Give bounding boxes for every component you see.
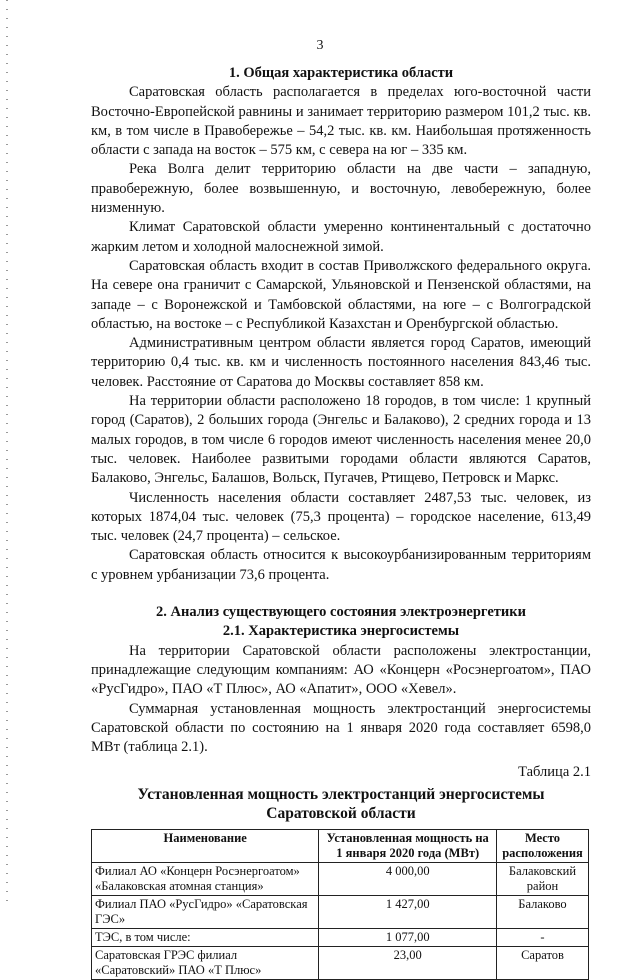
table-row bbox=[92, 928, 589, 946]
paragraph: Саратовская область относится к высокоурбанизированным территориям с уровнем урбанизации 73,6 процента. bbox=[91, 547, 591, 583]
paragraph: Численность населения области составляет 2487,53 тыс. человек, из которых 1874,04 тыс. человек (75,3 процента) – городское население, 613,49 тыс. человек (24,7 процента) – сельское. bbox=[91, 489, 591, 545]
cell-location: - bbox=[497, 928, 589, 946]
cell-capacity: 1 427,00 bbox=[319, 895, 497, 928]
section-2-heading: 2. Анализ существующего состояния электроэнергетики bbox=[156, 604, 526, 621]
cell-capacity: 23,00 bbox=[319, 946, 497, 979]
table-row bbox=[92, 895, 589, 928]
column-header-capacity: Установленная мощность на 1 января 2020 года (МВт) bbox=[319, 829, 497, 862]
column-header-name: Наименование bbox=[92, 829, 319, 862]
paragraph: Саратовская область входит в состав Приволжского федерального округа. На севере она граничит с Самарской, Ульяновской и Пензенской областями, на западе – с Воронежской и Тамбовской областями, на юге – с Волгоградской областью, на востоке – с Республикой Казахстан и Оренбургской областью. bbox=[91, 257, 591, 332]
page-number: 3 bbox=[316, 38, 324, 53]
table-row bbox=[92, 862, 589, 895]
cell-capacity: 4 000,00 bbox=[319, 862, 497, 895]
paragraph: Саратовская область располагается в пределах юго-восточной части Восточно-Европейской равнины и занимает территорию размером 101,2 тыс. кв. км, в том числе в Правобережье – 54,2 тыс. кв. км. Наибольшая протяженность области с запада на восток – 575 км, с севера на юг – 335 км. bbox=[91, 84, 591, 159]
table-header-row bbox=[92, 829, 589, 862]
cell-name: Саратовская ГРЭС филиал «Саратовский» ПАО «Т Плюс» bbox=[92, 946, 319, 979]
cell-name: ТЭС, в том числе: bbox=[92, 928, 319, 946]
section-2-1-subheading: 2.1. Характеристика энергосистемы bbox=[222, 623, 460, 640]
table-label: Таблица 2.1 bbox=[518, 764, 591, 781]
cell-capacity: 1 077,00 bbox=[319, 928, 497, 946]
table-row bbox=[92, 946, 589, 979]
table-title bbox=[91, 785, 591, 823]
cell-location: Балаково bbox=[497, 895, 589, 928]
paragraph: Климат Саратовской области умеренно континентальный с достаточно жарким летом и холодной малоснежной зимой. bbox=[91, 219, 591, 255]
cell-location: Саратов bbox=[497, 946, 589, 979]
paragraph: На территории Саратовской области расположены электростанции, принадлежащие следующим компаниям: АО «Концерн «Росэнергоатом», ПАО «РусГидро», ПАО «Т Плюс», АО «Апатит», ООО «Хевел». bbox=[91, 642, 591, 698]
paragraph: Река Волга делит территорию области на две части – западную, правобережную, более возвышенную, и восточную, левобережную, более низменную. bbox=[91, 161, 591, 217]
scan-margin-dots bbox=[6, 0, 8, 905]
column-header-location: Место расположения bbox=[497, 829, 589, 862]
cell-name: Филиал АО «Концерн Росэнергоатом» «Балаковская атомная станция» bbox=[92, 862, 319, 895]
paragraph: Суммарная установленная мощность электростанций энергосистемы Саратовской области по состоянию на 1 января 2020 года составляет 6598,0 МВт (таблица 2.1). bbox=[91, 700, 591, 756]
paragraph: На территории области расположено 18 городов, в том числе: 1 крупный город (Саратов), 2 больших города (Энгельс и Балаково), 2 средних города и 13 малых городов, в том числе 6 городов имеют численность населения менее 20,0 тыс. человек. Наиболее развитыми городами области являются Саратов, Балаково, Энгельс, Балашов, Вольск, Пугачев, Ртищево, Петровск и Маркс. bbox=[91, 393, 591, 487]
section-1-heading: 1. Общая характеристика области bbox=[228, 65, 454, 81]
cell-name: Филиал ПАО «РусГидро» «Саратовская ГЭС» bbox=[92, 895, 319, 928]
table-title-line: Установленная мощность электростанций энергосистемы bbox=[137, 785, 545, 803]
cell-location: Балаковский район bbox=[497, 862, 589, 895]
paragraph: Административным центром области является город Саратов, имеющий территорию 0,4 тыс. кв. км и численность постоянного населения 843,46 тыс. человек. Расстояние от Саратова до Москвы составляет 858 км. bbox=[91, 335, 591, 390]
power-plants-table bbox=[91, 829, 589, 980]
table-title-line: Саратовской области bbox=[266, 804, 416, 822]
document-body bbox=[91, 60, 591, 980]
